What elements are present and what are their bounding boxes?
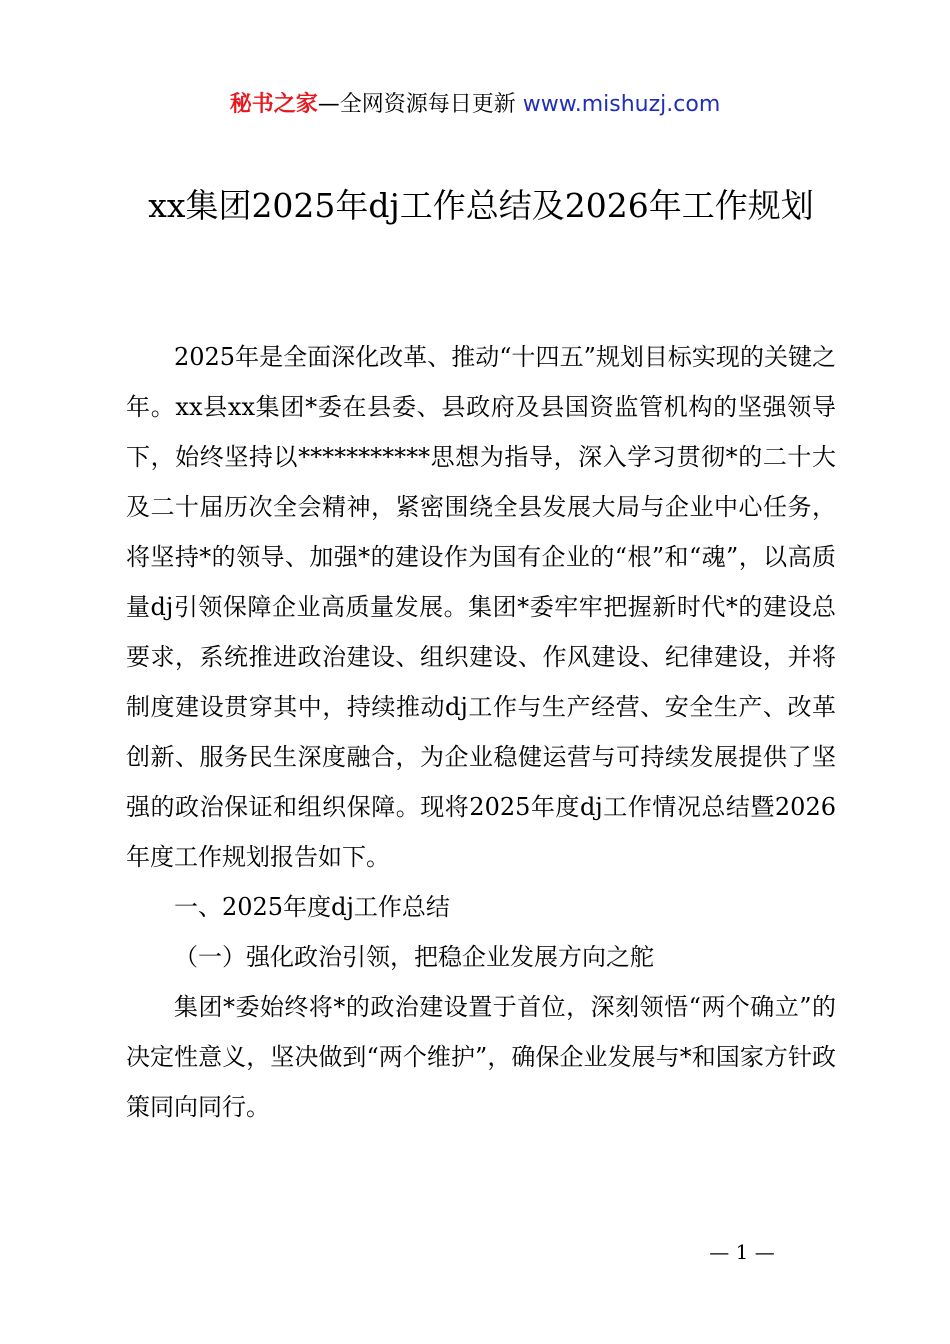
brand-name: 秘书之家 — [229, 92, 318, 117]
site-url[interactable]: www.mishuzj.com — [522, 92, 721, 117]
page-number: — 1 — — [709, 1240, 775, 1264]
section-heading: 一、2025年度dj工作总结 — [174, 893, 450, 921]
site-banner — [0, 88, 950, 122]
intro-paragraph: 2025年是全面深化改革、推动“十四五”规划目标实现的关键之年。xx县xx集团*委在县委、县政府及县国资监管机构的坚强领导下，始终坚持以***********思想为指导，深入学习贯彻*的二十大及二十届历次全会精神，紧密围绕全县发展大局与企业中心任务，将坚持*的领导、加强*的建设作为国有企业的“根”和“魂”，以高质量dj引领保障企业高质量发展。集团*委牢牢把握新时代*的建设总要求，系统推进政治建设、组织建设、作风建设、纪律建设，并将制度建设贯穿其中，持续推动dj工作与生产经营、安全生产、改革创新、服务民生深度融合，为企业稳健运营与可持续发展提供了坚强的政治保证和组织保障。现将2025年度dj工作情况总结暨2026年度工作规划报告如下。 — [126, 343, 836, 871]
document-body — [126, 332, 836, 1132]
banner-tagline: —全网资源每日更新 — [317, 92, 516, 117]
subsection-paragraph: 集团*委始终将*的政治建设置于首位，深刻领悟“两个确立”的决定性意义，坚决做到“两个维护”，确保企业发展与*和国家方针政策同向同行。 — [126, 993, 836, 1121]
subsection-heading: （一）强化政治引领，把稳企业发展方向之舵 — [174, 943, 654, 971]
document-title: xx集团2025年dj工作总结及2026年工作规划 — [148, 186, 814, 225]
